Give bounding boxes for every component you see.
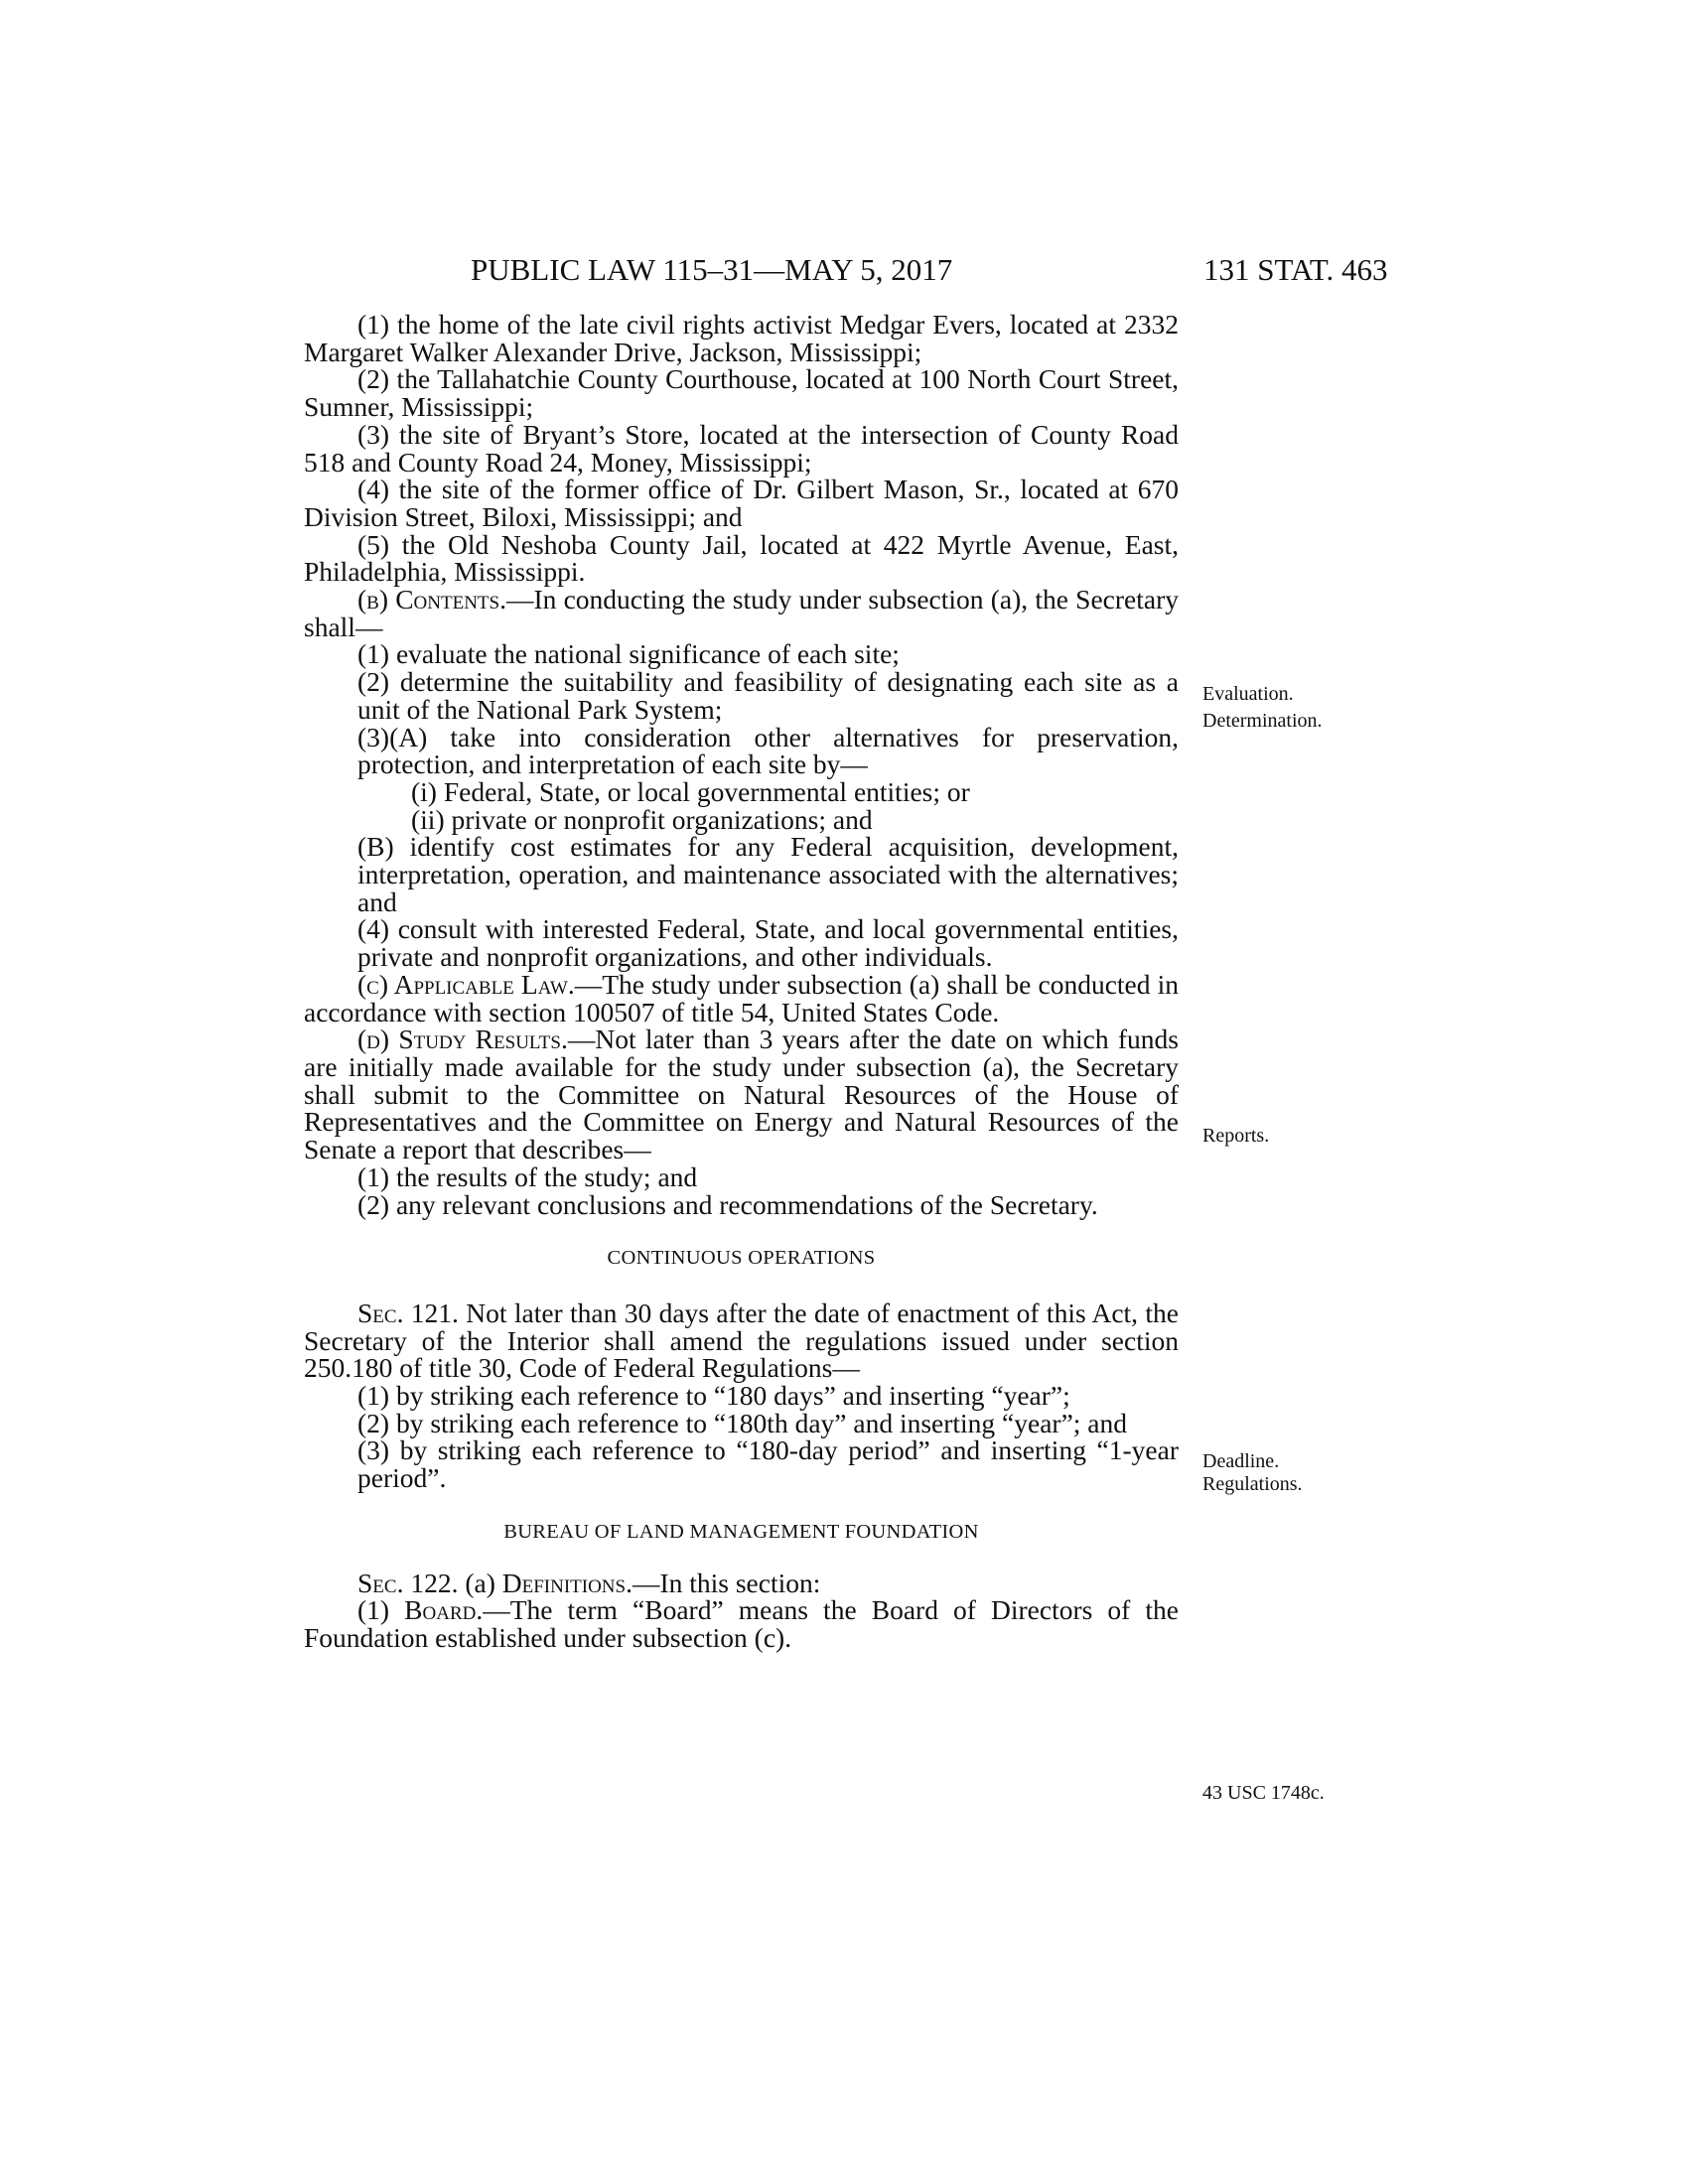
section-121-item-3: (3) by striking each reference to “180-day period” and inserting “1-year period”. — [357, 1434, 1179, 1494]
section-121-item-2: (2) by striking each reference to “180th day” and inserting “year”; and — [357, 1407, 1128, 1438]
definition-board-text: —The term “Board” means the Board of Directors of the Foundation established under subsection (c). — [304, 1594, 1179, 1653]
subsection-b-label: (b) Contents. — [357, 584, 506, 615]
section-heading-continuous-operations: CONTINUOUS OPERATIONS — [607, 1247, 876, 1270]
subsection-b-item-3a: (3)(A) take into consideration other alternatives for preservation, protection, and interpretation of each site by— — [357, 721, 1179, 780]
subsection-b-item-1: (1) evaluate the national significance of each site; — [357, 638, 900, 670]
section-122 — [304, 1567, 1179, 1598]
subsection-c-label: (c) Applicable Law. — [357, 968, 575, 1000]
margin-note-determination: Determination. — [1202, 710, 1323, 732]
running-head-title: PUBLIC LAW 115–31—MAY 5, 2017 — [471, 252, 953, 287]
section-121-label: Sec. 121. — [357, 1297, 459, 1328]
definitions-text: —In this section: — [632, 1567, 821, 1598]
site-item-3: (3) the site of Bryant’s Store, located at the intersection of County Road 518 and County Road 24, Money, Mississippi; — [304, 418, 1179, 478]
subsection-c-text: —The study under subsection (a) shall be conducted in accordance with section 100507 of title 54, United States Code. — [304, 968, 1180, 1027]
running-head-stat-page: 131 STAT. 463 — [1203, 252, 1388, 287]
section-heading-blm-foundation: BUREAU OF LAND MANAGEMENT FOUNDATION — [503, 1520, 979, 1543]
section-121-text: Not later than 30 days after the date of enactment of this Act, the Secretary of the Interior shall amend the regulations issued under section 250.180 of title 30, Code of Federal Regulations— — [304, 1297, 1179, 1384]
section-122-label: Sec. 122. — [357, 1567, 459, 1598]
subsection-d-item-2: (2) any relevant conclusions and recommendations of the Secretary. — [357, 1188, 1098, 1220]
margin-note-usc: 43 USC 1748c. — [1202, 1782, 1325, 1804]
margin-note-evaluation: Evaluation. — [1202, 683, 1294, 705]
section-122-subsection-a: (a) — [458, 1567, 502, 1598]
subsection-b-item-3a-i: (i) Federal, State, or local governmental entities; or — [411, 775, 970, 807]
margin-note-regulations: Regulations. — [1202, 1473, 1303, 1495]
subsection-b-item-4: (4) consult with interested Federal, State, and local governmental entities, private and nonprofit organizations, and other individuals. — [357, 913, 1179, 973]
subsection-b-item-3a-ii: (ii) private or nonprofit organizations; and — [411, 803, 873, 835]
margin-note-reports: Reports. — [1202, 1125, 1270, 1147]
subsection-b-item-3b: (B) identify cost estimates for any Federal acquisition, development, interpretation, operation, and maintenance associated with the alternatives; and — [357, 831, 1179, 917]
site-item-5: (5) the Old Neshoba County Jail, located at 422 Myrtle Avenue, East, Philadelphia, Mississippi. — [304, 528, 1179, 588]
margin-note-deadline: Deadline. — [1202, 1450, 1280, 1472]
site-item-1: (1) the home of the late civil rights activist Medgar Evers, located at 2332 Margaret Walker Alexander Drive, Jackson, Mississippi; — [304, 309, 1179, 367]
subsection-d-label: (d) Study Results. — [357, 1024, 568, 1055]
site-item-4: (4) the site of the former office of Dr. Gilbert Mason, Sr., located at 670 Division Street, Biloxi, Mississippi; and — [304, 474, 1179, 532]
subsection-c — [304, 968, 1180, 1027]
section-121-item-1: (1) by striking each reference to “180 days” and inserting “year”; — [357, 1380, 1070, 1412]
subsection-b — [304, 586, 1179, 640]
subsection-d-text: —Not later than 3 years after the date on which funds are initially made available for the study under subsection (a), the Secretary shall submit to the Committee on Natural Resources of the House of Representatives and the Committee on Energy and Natural Resources of the Senate a report that describes— — [304, 1024, 1179, 1165]
subsection-d — [304, 1025, 1179, 1163]
subsection-d-item-1: (1) the results of the study; and — [357, 1160, 698, 1192]
definition-board — [304, 1596, 1179, 1651]
section-121 — [304, 1299, 1179, 1382]
definition-board-label: Board. — [404, 1594, 484, 1626]
definitions-label: Definitions. — [501, 1567, 633, 1598]
site-item-2: (2) the Tallahatchie County Courthouse, located at 100 North Court Street, Sumner, Mississippi; — [304, 363, 1179, 423]
subsection-b-item-2: (2) determine the suitability and feasibility of designating each site as a unit of the National Park System; — [357, 666, 1179, 725]
body-text — [304, 311, 1179, 1652]
definition-board-number: (1) — [357, 1594, 405, 1626]
subsection-b-text: —In conducting the study under subsection (a), the Secretary shall— — [304, 584, 1179, 642]
